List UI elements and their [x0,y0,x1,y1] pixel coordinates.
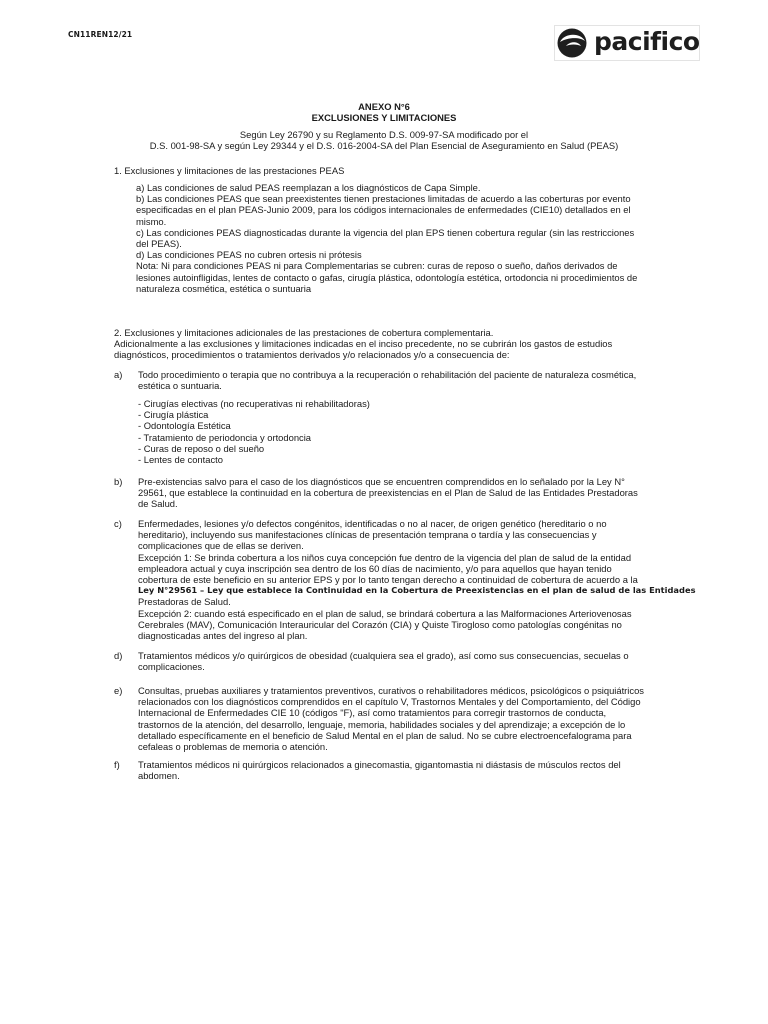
list-item: - Cirugía plástica [138,409,209,421]
list-item: - Cirugías electivas (no recuperativas ni rehabilitadoras) [138,398,370,409]
text-line: b) Las condiciones PEAS que sean preexistentes tienen prestaciones limitadas de acuerdo a las coberturas por evento [136,193,631,205]
item-e-body [138,685,656,752]
text-line: detallado específicamente en el beneficio de Salud Mental en el plan de salud. No se cubre electroencefalograma para [138,729,632,741]
text-line: naturaleza cosmética, estética o suntuaria [136,282,312,294]
exception-1-line: Excepción 1: Se brinda cobertura a los niños cuya concepción fue dentro de la vigencia del plan de salud de la entidad [138,551,632,563]
page-title: EXCLUSIONES Y LIMITACIONES [311,112,457,123]
item-letter-c: c) [114,518,122,529]
text-line: complicaciones. [138,661,205,673]
text-line: Enfermedades, lesiones y/o defectos congénitos, identificadas o no al nacer, de origen genético (hereditario o no [138,518,607,529]
pacifico-logo-icon [556,27,590,59]
text-line: Adicionalmente a las exclusiones y limitaciones indicadas en el inciso precedente, no se cubrirán los gastos de estudios [114,338,613,350]
text-line: Pre-existencias salvo para el caso de los diagnósticos que se encuentren comprendidos en lo señalado por la Ley N° [138,476,625,487]
section-2-intro [114,327,654,361]
text-line: diagnosticadas antes del ingreso al plan. [138,630,308,642]
annex-number: ANEXO N°6 [358,101,410,112]
document-code: CN11REN12/21 [68,30,133,39]
list-item: - Odontología Estética [138,420,231,432]
text-line: Tratamientos médicos y/o quirúrgicos de obesidad (cualquiera sea el grado), así como sus consecuencias, secuelas o [138,650,629,661]
text-line: Cerebrales (MAV), Comunicación Interauricular del Corazón (CIA) y Quiste Tirogloso como patologías congénitas no [138,618,622,630]
list-item: - Tratamiento de periodoncia y ortodoncia [138,431,312,443]
list-item: - Curas de reposo o del sueño [138,442,265,454]
text-line: trastornos de la atención, del desarrollo, lenguaje, memoria, habilidades sociales y del aprendizaje; a excepción de lo [138,718,626,730]
text-line: del PEAS). [136,238,182,250]
logo-wordmark: pacifico [594,27,700,56]
item-d-body [138,650,656,672]
text-line: especificadas en el plan PEAS-Junio 2009, para los códigos internacionales de enfermedades (CIE10) detallados en el [136,204,631,216]
item-letter-e: e) [114,685,123,696]
text-line: Nota: Ni para condiciones PEAS ni para Complementarias se cubren: curas de reposo o sueño, daños derivados de [136,260,618,272]
section-2-heading: 2. Exclusiones y limitaciones adicionales de las prestaciones de cobertura complementaria. [114,327,494,338]
item-letter-d: d) [114,650,123,661]
text-line: lesiones autoinfligidas, lentes de contacto o gafas, cirugía plástica, odontología estética, ortodoncia ni procedimientos de [136,271,638,283]
text-line: empleadora actual y cuya inscripción sea dentro de los 60 días de nacimiento, y/o para aquellos que hayan tenido [138,562,612,574]
section-1-heading: 1. Exclusiones y limitaciones de las prestaciones PEAS [114,165,345,176]
text-line: Tratamientos médicos ni quirúrgicos relacionados a ginecomastia, gigantomastia ni diástasis de músculos rectos del [138,759,621,770]
legal-basis-line-1: Según Ley 26790 y su Reglamento D.S. 009-97-SA modificado por el [239,129,529,140]
section-1-body [136,182,658,294]
text-line: cefaleas o problemas de memoria o atención. [138,741,328,753]
text-line: Todo procedimiento o terapia que no contribuya a la recuperación o rehabilitación del paciente de naturaleza cosmética, [138,369,637,380]
item-a-body [138,369,656,391]
text-line: estética o suntuaria. [138,380,222,392]
legal-basis-line-2: D.S. 001-98-SA y según Ley 29344 y el D.S. 016-2004-SA del Plan Esencial de Aseguramiento en Salud (PEAS) [149,140,619,151]
item-letter-b: b) [114,476,123,487]
text-line: abdomen. [138,770,180,782]
item-f-body [138,759,656,781]
text-line: cobertura de este beneficio en su anterior EPS y por lo tanto tengan derecho a continuidad de cobertura de acuerdo a la [138,574,638,586]
text-line: complicaciones que de ellas se deriven. [138,540,304,552]
text-line: Prestadoras de Salud. [138,596,231,608]
list-item: - Lentes de contacto [138,454,223,466]
item-c-body [138,518,696,642]
pacifico-logo [554,25,700,61]
text-line: a) Las condiciones de salud PEAS reemplazan a los diagnósticos de Capa Simple. [136,182,481,193]
text-line: Consultas, pruebas auxiliares y tratamientos preventivos, curativos o rehabilitadores médicos, psicológicos o psiquiátricos [138,685,644,696]
law-reference-line: Ley N°29561 – Ley que establece la Continuidad en la Cobertura de Preexistencias en el plan de salud de las Entidades [138,585,696,596]
text-line: hereditario), incluyendo sus manifestaciones clínicas de presentación temprana o tardía y las consecuencias y [138,529,597,541]
item-letter-a: a) [114,369,123,380]
text-line: c) Las condiciones PEAS diagnosticadas durante la vigencia del plan EPS tienen cobertura regular (sin las restricciones [136,226,635,238]
text-line: 29561, que establece la continuidad en la cobertura de preexistencias en el Plan de Salud de las Entidades Prestadoras [138,487,638,499]
text-line: Internacional de Enfermedades CIE 10 (códigos "F), así como tratamientos para corregir trastornos de conducta, [138,707,607,719]
text-line: relacionados con los diagnósticos comprendidos en el capítulo V, Trastornos Mentales y del Comportamiento, del Código [138,696,641,708]
text-line: de Salud. [138,498,178,510]
text-line: mismo. [136,215,167,227]
text-line: diagnósticos, procedimientos o tratamientos derivados y/o relacionados y/o a consecuencia de: [114,349,510,361]
exception-2-line: Excepción 2: cuando está especificado en el plan de salud, se brindará cobertura a las Malformaciones Arteriovenosas [138,607,632,619]
item-letter-f: f) [114,759,120,770]
item-b-body [138,476,656,510]
text-line: d) Las condiciones PEAS no cubren ortesis ni prótesis [136,249,362,261]
item-a-bullet-list [138,398,656,465]
